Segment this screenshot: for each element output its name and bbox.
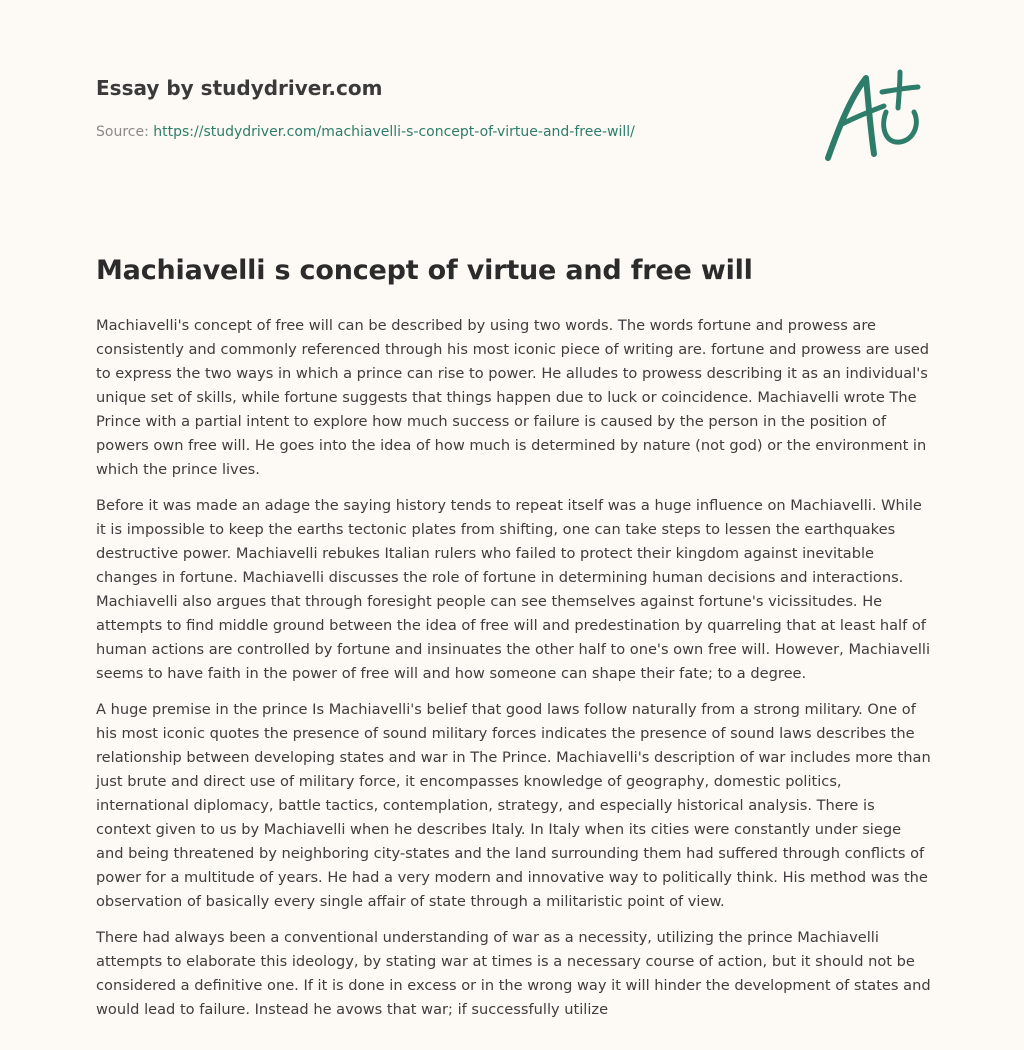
source-line: [96, 124, 635, 140]
a-plus-logo-icon: [820, 68, 930, 164]
source-label: Source:: [96, 124, 154, 140]
essay-body: [96, 314, 932, 1034]
essay-paragraph: There had always been a conventional understanding of war as a necessity, utilizing the prince Machiavelli attempts to elaborate this ideology, by stating war at times is a necessary course of action, but it should not be considered a definitive one. If it is done in excess or in the wrong way it will hinder the development of states and would lead to failure. Instead he avows that war; if successfully utilize: [96, 929, 931, 1018]
essay-paragraph: Before it was made an adage the saying history tends to repeat itself was a huge influence on Machiavelli. While it is impossible to keep the earths tectonic plates from shifting, one can take steps to lessen the earthquakes destructive power. Machiavelli rebukes Italian rulers who failed to protect their kingdom against inevitable changes in fortune. Machiavelli discusses the role of fortune in determining human decisions and interactions. Machiavelli also argues that through foresight people can see themselves against fortune's vicissitudes. He attempts to find middle ground between the idea of free will and predestination by quarreling that at least half of human actions are controlled by fortune and insinuates the other half to one's own free will. However, Machiavelli seems to have faith in the power of free will and how someone can shape their fate; to a degree.: [96, 497, 931, 682]
site-brand: Essay by studydriver.com: [96, 76, 383, 100]
essay-paragraph: A huge premise in the prince Is Machiavelli's belief that good laws follow naturally from a strong military. One of his most iconic quotes the presence of sound military forces indicates the presence of sound laws describes the relationship between developing states and war in The Prince. Machiavelli's description of war includes more than just brute and direct use of military force, it encompasses knowledge of geography, domestic politics, international diplomacy, battle tactics, contemplation, strategy, and especially historical analysis. There is context given to us by Machiavelli when he describes Italy. In Italy when its cities were constantly under siege and being threatened by neighboring city-states and the land surrounding them had suffered through conflicts of power for a multitude of years. He had a very modern and innovative way to politically think. His method was the observation of basically every single affair of state through a militaristic point of view.: [96, 701, 931, 910]
source-link[interactable]: https://studydriver.com/machiavelli-s-concept-of-virtue-and-free-will/: [153, 124, 635, 140]
essay-paragraph: Machiavelli's concept of free will can be described by using two words. The words fortune and prowess are consistently and commonly referenced through his most iconic piece of writing are. fortune and prowess are used to express the two ways in which a prince can rise to power. He alludes to prowess describing it as an individual's unique set of skills, while fortune suggests that things happen due to luck or coincidence. Machiavelli wrote The Prince with a partial intent to explore how much success or failure is caused by the person in the position of powers own free will. He goes into the idea of how much is determined by nature (not god) or the environment in which the prince lives.: [96, 317, 930, 478]
essay-title: Machiavelli s concept of virtue and free will: [96, 255, 753, 286]
